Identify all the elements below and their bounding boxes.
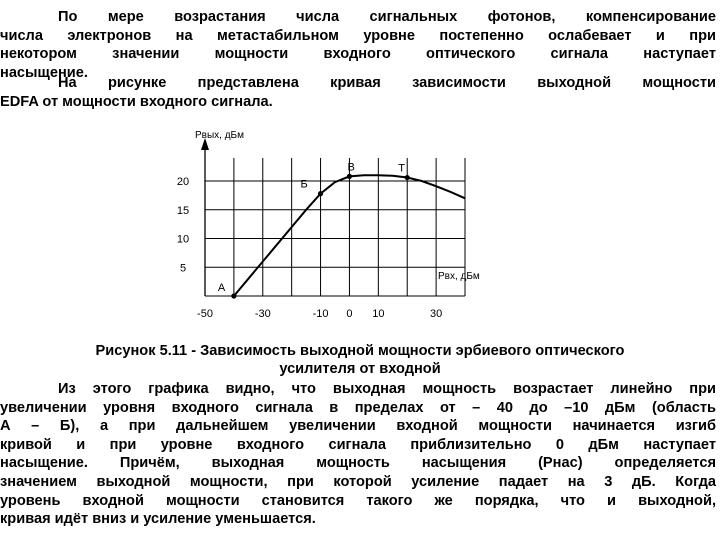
chart-point-marker bbox=[405, 175, 410, 180]
y-tick-label: 15 bbox=[176, 204, 190, 217]
x-tick-label: 10 bbox=[372, 308, 385, 320]
chart-point-label: Т bbox=[398, 162, 405, 175]
text-line: А – Б), а при дальнейшем увеличении входной мощности начинается изгиб bbox=[0, 418, 716, 435]
text-line: кривая идёт вниз и усиление уменьшается. bbox=[0, 511, 316, 528]
text-line: увеличении уровня входного сигнала в пределах от – 40 до –10 дБм (область bbox=[0, 399, 716, 416]
text-line: По мере возрастания числа сигнальных фотонов, компенсирование bbox=[58, 9, 716, 25]
chart-point-marker bbox=[347, 174, 352, 179]
figure-caption-line1: Рисунок 5.11 - Зависимость выходной мощности эрбиевого оптического bbox=[95, 343, 625, 359]
x-tick-label: -10 bbox=[312, 308, 329, 320]
text-line: некотором значении мощности входного оптического сигнала наступает bbox=[0, 46, 716, 63]
chart-points bbox=[218, 161, 410, 298]
text-line: значением выходной мощности, при которой усиление падает на 3 дБ. Когда bbox=[0, 473, 716, 490]
text-line: EDFA от мощности входного сигнала. bbox=[0, 93, 273, 110]
edfa-power-chart bbox=[150, 118, 480, 330]
text-line: насыщение. Причём, выходная мощность насыщения (Pнас) определяется bbox=[0, 455, 716, 472]
figure-caption-line2: усилителя от входной bbox=[279, 361, 441, 377]
chart-point-label: В bbox=[347, 161, 355, 174]
chart-point-label: А bbox=[217, 282, 226, 294]
chart-grid bbox=[205, 158, 465, 296]
text-line: числа электронов на метастабильном уровне постепенно ослабевает и при bbox=[0, 27, 716, 44]
text-line: На рисунке представлена кривая зависимости выходной мощности bbox=[58, 75, 716, 91]
text-line: насыщение. bbox=[0, 64, 88, 81]
x-tick-label: -50 bbox=[197, 308, 213, 320]
chart-x-axis-label: Pвх, дБм bbox=[438, 271, 480, 282]
chart-y-axis-label: Pвых, дБм bbox=[195, 130, 244, 141]
text-line: Из этого графика видно, что выходная мощность возрастает линейно при bbox=[58, 381, 716, 397]
paragraph-analysis bbox=[0, 380, 716, 529]
y-tick-label: 10 bbox=[176, 233, 190, 246]
chart-point-marker bbox=[231, 293, 236, 298]
paragraph-saturation bbox=[0, 8, 716, 82]
x-tick-label: -30 bbox=[254, 308, 271, 320]
chart-axes bbox=[201, 138, 209, 296]
paragraph-figure-intro bbox=[0, 74, 716, 111]
chart-point-label: Б bbox=[300, 178, 308, 191]
x-tick-label: 0 bbox=[346, 308, 353, 320]
text-line: уровень входной мощности становится такого же порядка, что и выходной, bbox=[0, 492, 716, 509]
y-tick-label: 5 bbox=[179, 262, 187, 275]
y-tick-label: 20 bbox=[176, 176, 190, 188]
chart-point-marker bbox=[318, 191, 323, 196]
chart-tick-labels bbox=[177, 176, 442, 320]
x-tick-label: 30 bbox=[429, 308, 443, 320]
text-line: кривой и при уровне входного сигнала приблизительно 0 дБм наступает bbox=[0, 436, 716, 453]
